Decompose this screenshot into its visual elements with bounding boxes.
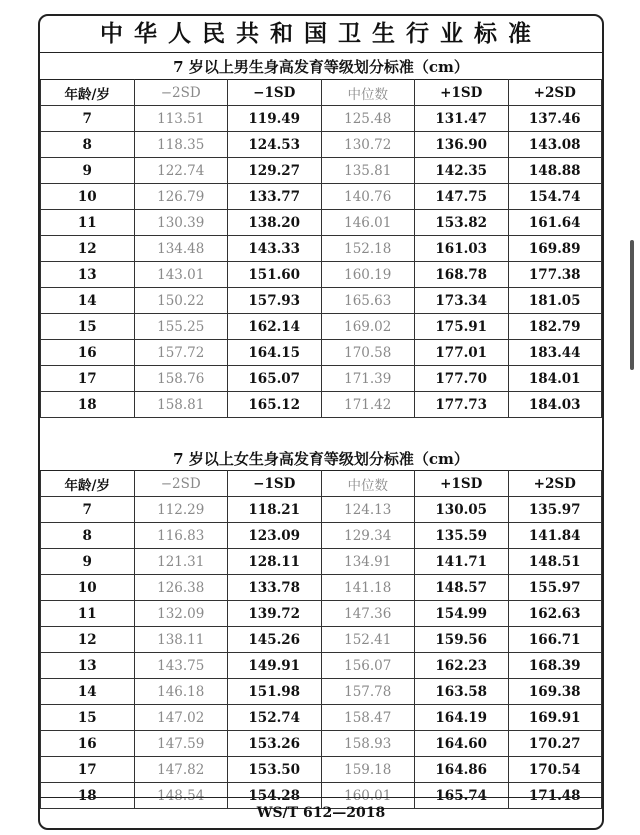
cell-median: 134.91 [321, 549, 415, 575]
cell-plus-1sd: 177.70 [415, 366, 509, 392]
header-minus-2sd: −2SD [134, 471, 228, 497]
cell-median: 156.07 [321, 653, 415, 679]
cell-plus-1sd: 135.59 [415, 523, 509, 549]
cell-minus-2sd: 146.18 [134, 679, 228, 705]
table-row [41, 653, 602, 679]
cell-median: 129.34 [321, 523, 415, 549]
cell-plus-1sd: 159.56 [415, 627, 509, 653]
cell-median: 146.01 [321, 210, 415, 236]
cell-age: 9 [41, 549, 135, 575]
table-row [41, 184, 602, 210]
cell-plus-2sd: 141.84 [508, 523, 602, 549]
cell-age: 10 [41, 184, 135, 210]
cell-plus-1sd: 177.01 [415, 340, 509, 366]
cell-minus-2sd: 118.35 [134, 132, 228, 158]
boys-header-row [41, 80, 602, 106]
cell-plus-2sd: 148.51 [508, 549, 602, 575]
cell-minus-1sd: 165.12 [228, 392, 322, 418]
table-row [41, 575, 602, 601]
cell-median: 171.39 [321, 366, 415, 392]
cell-plus-1sd: 148.57 [415, 575, 509, 601]
cell-median: 147.36 [321, 601, 415, 627]
cell-age: 17 [41, 366, 135, 392]
cell-median: 171.42 [321, 392, 415, 418]
cell-age: 18 [41, 783, 135, 809]
cell-median: 159.18 [321, 757, 415, 783]
cell-plus-2sd: 184.01 [508, 366, 602, 392]
cell-plus-1sd: 153.82 [415, 210, 509, 236]
table-row [41, 340, 602, 366]
cell-plus-2sd: 171.48 [508, 783, 602, 809]
cell-minus-2sd: 134.48 [134, 236, 228, 262]
header-age: 年龄/岁 [41, 80, 135, 106]
cell-minus-1sd: 123.09 [228, 523, 322, 549]
cell-minus-1sd: 139.72 [228, 601, 322, 627]
cell-minus-1sd: 162.14 [228, 314, 322, 340]
table-row [41, 757, 602, 783]
cell-minus-2sd: 112.29 [134, 497, 228, 523]
cell-minus-2sd: 121.31 [134, 549, 228, 575]
table-row [41, 106, 602, 132]
cell-plus-1sd: 162.23 [415, 653, 509, 679]
cell-minus-1sd: 133.77 [228, 184, 322, 210]
cell-minus-1sd: 133.78 [228, 575, 322, 601]
cell-age: 14 [41, 679, 135, 705]
cell-age: 15 [41, 705, 135, 731]
header-plus-2sd: +2SD [508, 80, 602, 106]
cell-median: 169.02 [321, 314, 415, 340]
header-plus-1sd: +1SD [415, 471, 509, 497]
cell-plus-2sd: 148.88 [508, 158, 602, 184]
table-row [41, 731, 602, 757]
cell-age: 13 [41, 653, 135, 679]
header-plus-1sd: +1SD [415, 80, 509, 106]
cell-median: 170.58 [321, 340, 415, 366]
table-row [41, 314, 602, 340]
cell-plus-2sd: 154.74 [508, 184, 602, 210]
cell-minus-1sd: 153.26 [228, 731, 322, 757]
cell-minus-2sd: 116.83 [134, 523, 228, 549]
cell-plus-2sd: 161.64 [508, 210, 602, 236]
cell-minus-2sd: 158.81 [134, 392, 228, 418]
cell-age: 18 [41, 392, 135, 418]
cell-minus-1sd: 118.21 [228, 497, 322, 523]
cell-age: 14 [41, 288, 135, 314]
cell-age: 11 [41, 601, 135, 627]
cell-age: 7 [41, 106, 135, 132]
table-row [41, 210, 602, 236]
cell-median: 135.81 [321, 158, 415, 184]
cell-plus-1sd: 165.74 [415, 783, 509, 809]
cell-minus-2sd: 158.76 [134, 366, 228, 392]
cell-age: 10 [41, 575, 135, 601]
girls-table-body [41, 497, 602, 809]
cell-minus-1sd: 129.27 [228, 158, 322, 184]
header-age: 年龄/岁 [41, 471, 135, 497]
standard-code: WS/T 612—2018 [40, 797, 602, 828]
header-minus-2sd: −2SD [134, 80, 228, 106]
cell-minus-2sd: 126.38 [134, 575, 228, 601]
cell-plus-1sd: 130.05 [415, 497, 509, 523]
girls-height-table [40, 470, 602, 809]
boys-table-title: 7 岁以上男生身高发育等级划分标准（cm） [173, 58, 469, 76]
table-row [41, 236, 602, 262]
cell-minus-1sd: 152.74 [228, 705, 322, 731]
cell-plus-2sd: 184.03 [508, 392, 602, 418]
document-title: 中华人民共和国卫生行业标准 [40, 16, 602, 53]
girls-table-title: 7 岁以上女生身高发育等级划分标准（cm） [173, 450, 469, 468]
cell-median: 152.18 [321, 236, 415, 262]
cell-plus-1sd: 141.71 [415, 549, 509, 575]
cell-minus-2sd: 126.79 [134, 184, 228, 210]
table-row [41, 132, 602, 158]
cell-plus-2sd: 143.08 [508, 132, 602, 158]
header-minus-1sd: −1SD [228, 80, 322, 106]
header-minus-1sd: −1SD [228, 471, 322, 497]
table-row [41, 549, 602, 575]
cell-minus-1sd: 164.15 [228, 340, 322, 366]
cell-minus-2sd: 138.11 [134, 627, 228, 653]
header-plus-2sd: +2SD [508, 471, 602, 497]
cell-age: 7 [41, 497, 135, 523]
cell-age: 12 [41, 627, 135, 653]
table-row [41, 679, 602, 705]
cell-median: 165.63 [321, 288, 415, 314]
cell-plus-1sd: 161.03 [415, 236, 509, 262]
cell-plus-1sd: 136.90 [415, 132, 509, 158]
header-median: 中位数 [321, 471, 415, 497]
cell-median: 125.48 [321, 106, 415, 132]
cell-minus-1sd: 143.33 [228, 236, 322, 262]
table-row [41, 601, 602, 627]
cell-median: 157.78 [321, 679, 415, 705]
boys-height-table [40, 79, 602, 418]
header-median: 中位数 [321, 80, 415, 106]
cell-minus-1sd: 154.28 [228, 783, 322, 809]
cell-age: 16 [41, 731, 135, 757]
cell-median: 124.13 [321, 497, 415, 523]
cell-age: 8 [41, 523, 135, 549]
table-row [41, 392, 602, 418]
cell-plus-1sd: 177.73 [415, 392, 509, 418]
cell-plus-2sd: 177.38 [508, 262, 602, 288]
cell-plus-2sd: 170.54 [508, 757, 602, 783]
cell-median: 160.01 [321, 783, 415, 809]
cell-median: 158.93 [321, 731, 415, 757]
table-row [41, 158, 602, 184]
cell-minus-2sd: 147.02 [134, 705, 228, 731]
cell-age: 12 [41, 236, 135, 262]
cell-plus-2sd: 169.38 [508, 679, 602, 705]
cell-minus-1sd: 151.98 [228, 679, 322, 705]
cell-minus-2sd: 122.74 [134, 158, 228, 184]
cell-age: 17 [41, 757, 135, 783]
cell-minus-1sd: 153.50 [228, 757, 322, 783]
document-frame [38, 14, 604, 830]
cell-median: 158.47 [321, 705, 415, 731]
cell-minus-1sd: 124.53 [228, 132, 322, 158]
cell-plus-2sd: 170.27 [508, 731, 602, 757]
table-row [41, 366, 602, 392]
cell-plus-1sd: 131.47 [415, 106, 509, 132]
table-row [41, 523, 602, 549]
cell-minus-1sd: 119.49 [228, 106, 322, 132]
cell-median: 152.41 [321, 627, 415, 653]
cell-minus-2sd: 157.72 [134, 340, 228, 366]
cell-minus-2sd: 148.54 [134, 783, 228, 809]
cell-minus-2sd: 147.82 [134, 757, 228, 783]
cell-plus-2sd: 169.89 [508, 236, 602, 262]
cell-median: 160.19 [321, 262, 415, 288]
cell-minus-2sd: 143.75 [134, 653, 228, 679]
table-row [41, 288, 602, 314]
cell-minus-1sd: 157.93 [228, 288, 322, 314]
cell-age: 13 [41, 262, 135, 288]
cell-minus-2sd: 147.59 [134, 731, 228, 757]
cell-plus-1sd: 142.35 [415, 158, 509, 184]
cell-minus-1sd: 149.91 [228, 653, 322, 679]
cell-minus-2sd: 130.39 [134, 210, 228, 236]
cell-plus-2sd: 166.71 [508, 627, 602, 653]
cell-plus-2sd: 169.91 [508, 705, 602, 731]
cell-minus-1sd: 138.20 [228, 210, 322, 236]
girls-header-row [41, 471, 602, 497]
cell-minus-2sd: 150.22 [134, 288, 228, 314]
table-row [41, 627, 602, 653]
scrollbar[interactable] [630, 240, 634, 370]
cell-minus-1sd: 128.11 [228, 549, 322, 575]
cell-median: 141.18 [321, 575, 415, 601]
cell-minus-1sd: 165.07 [228, 366, 322, 392]
cell-minus-1sd: 151.60 [228, 262, 322, 288]
cell-plus-2sd: 182.79 [508, 314, 602, 340]
cell-plus-2sd: 137.46 [508, 106, 602, 132]
cell-plus-1sd: 164.19 [415, 705, 509, 731]
cell-plus-1sd: 168.78 [415, 262, 509, 288]
cell-median: 140.76 [321, 184, 415, 210]
cell-age: 8 [41, 132, 135, 158]
table-row [41, 497, 602, 523]
cell-minus-1sd: 145.26 [228, 627, 322, 653]
table-row [41, 262, 602, 288]
cell-minus-2sd: 113.51 [134, 106, 228, 132]
cell-age: 9 [41, 158, 135, 184]
cell-plus-1sd: 173.34 [415, 288, 509, 314]
cell-minus-2sd: 143.01 [134, 262, 228, 288]
cell-median: 130.72 [321, 132, 415, 158]
cell-plus-2sd: 181.05 [508, 288, 602, 314]
cell-age: 16 [41, 340, 135, 366]
cell-age: 11 [41, 210, 135, 236]
cell-plus-1sd: 164.86 [415, 757, 509, 783]
cell-plus-1sd: 154.99 [415, 601, 509, 627]
cell-plus-2sd: 162.63 [508, 601, 602, 627]
cell-plus-1sd: 164.60 [415, 731, 509, 757]
cell-plus-2sd: 135.97 [508, 497, 602, 523]
cell-minus-2sd: 132.09 [134, 601, 228, 627]
boys-table-body [41, 106, 602, 418]
table-row [41, 705, 602, 731]
cell-minus-2sd: 155.25 [134, 314, 228, 340]
cell-plus-2sd: 183.44 [508, 340, 602, 366]
cell-plus-1sd: 147.75 [415, 184, 509, 210]
cell-plus-1sd: 175.91 [415, 314, 509, 340]
cell-age: 15 [41, 314, 135, 340]
cell-plus-2sd: 168.39 [508, 653, 602, 679]
cell-plus-2sd: 155.97 [508, 575, 602, 601]
cell-plus-1sd: 163.58 [415, 679, 509, 705]
